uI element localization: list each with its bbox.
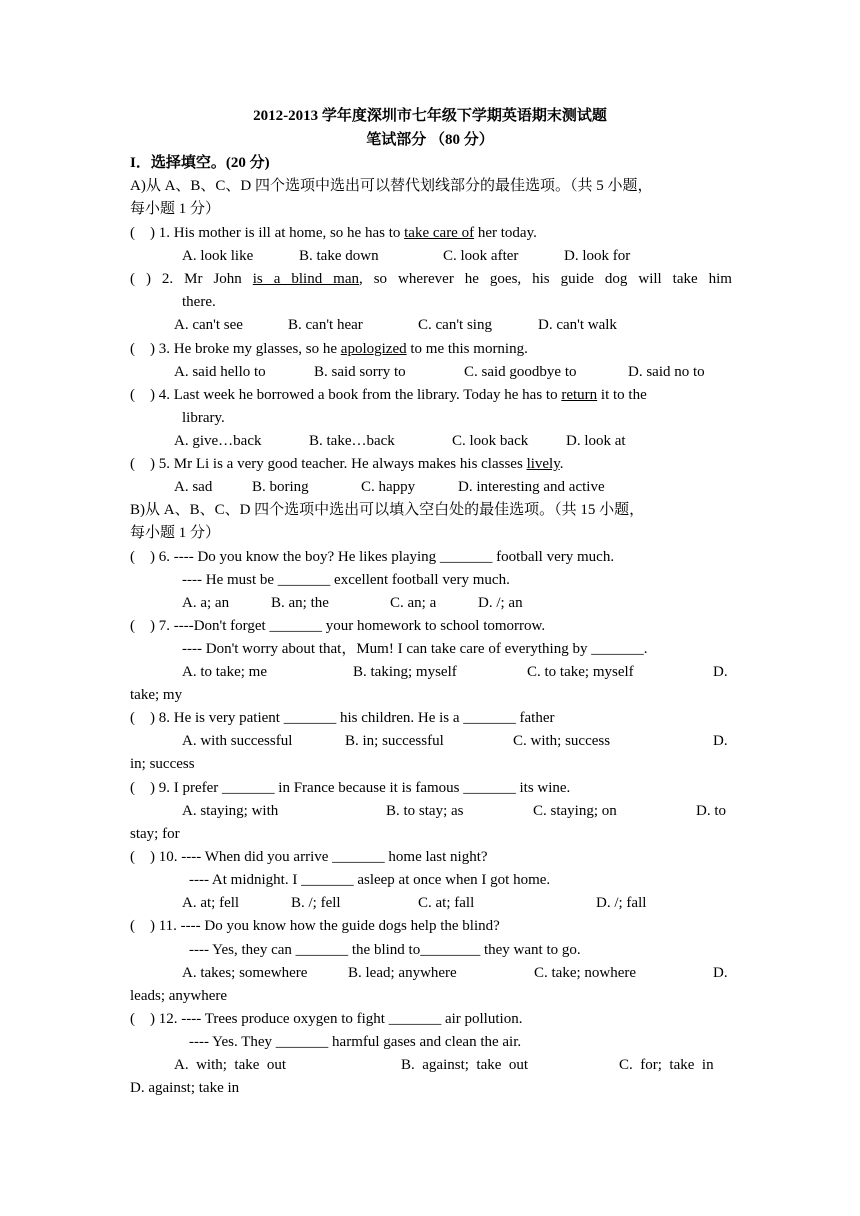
question-2-option-d: D. can't walk xyxy=(538,317,617,333)
question-10-reply: ---- At midnight. I _______ asleep at once when I got home. xyxy=(189,872,551,888)
question-6: ( ) 6. ---- Do you know the boy? He likes playing _______ football very much. xyxy=(130,549,615,565)
question-8-option-d-cont: in; success xyxy=(130,756,195,772)
question-12-option-c: C. for; take in xyxy=(619,1057,714,1073)
question-5-option-d: D. interesting and active xyxy=(458,479,605,495)
part-a-instruction-cont: 每小题 1 分） xyxy=(130,201,221,217)
question-2-cont: there. xyxy=(182,294,216,310)
question-11-option-d: D. xyxy=(713,965,728,981)
question-11-option-d-cont: leads; anywhere xyxy=(130,988,228,1004)
question-12: ( ) 12. ---- Trees produce oxygen to fight _______ air pollution. xyxy=(130,1011,523,1027)
question-6-option-b: B. an; the xyxy=(271,595,329,611)
question-4-option-b: B. take…back xyxy=(309,433,395,449)
question-9-option-b: B. to stay; as xyxy=(386,803,464,819)
question-4-cont: library. xyxy=(182,410,225,426)
question-8: ( ) 8. He is very patient _______ his children. He is a _______ father xyxy=(130,710,555,726)
question-1-option-a: A. look like xyxy=(182,248,254,264)
part-b-instruction: B)从 A、B、C、D 四个选项中选出可以填入空白处的最佳选项。（共 15 小题， xyxy=(130,502,645,518)
question-7-reply: ---- Don't worry about that，Mum! I can take care of everything by _______. xyxy=(182,641,648,657)
question-2-option-b: B. can't hear xyxy=(288,317,363,333)
question-4-option-d: D. look at xyxy=(566,433,626,449)
question-3-option-b: B. said sorry to xyxy=(314,364,406,380)
question-11-option-b: B. lead; anywhere xyxy=(348,965,457,981)
question-12-option-a: A. with; take out xyxy=(174,1057,287,1073)
question-4-option-a: A. give…back xyxy=(174,433,262,449)
question-2-option-a: A. can't see xyxy=(174,317,243,333)
underlined-phrase: take care of xyxy=(404,225,475,241)
section-heading: I．选择填空。(20 分) xyxy=(130,155,270,171)
question-6-option-a: A. a; an xyxy=(182,595,230,611)
question-12-option-b: B. against; take out xyxy=(401,1057,529,1073)
question-1-option-b: B. take down xyxy=(299,248,379,264)
question-8-option-a: A. with successful xyxy=(182,733,293,749)
question-2: ( ) 2. Mr John is a blind man, so wherever he goes, his guide dog will take him xyxy=(130,271,732,287)
question-5-option-b: B. boring xyxy=(252,479,309,495)
question-10-option-d: D. /; fall xyxy=(596,895,647,911)
underlined-phrase: lively xyxy=(526,456,560,472)
question-1: ( ) 1. His mother is ill at home, so he has to take care of her today. xyxy=(130,225,537,241)
underlined-phrase: return xyxy=(561,387,598,403)
question-8-option-d: D. xyxy=(713,733,728,749)
question-9-option-a: A. staying; with xyxy=(182,803,279,819)
question-10: ( ) 10. ---- When did you arrive _______ home last night? xyxy=(130,849,488,865)
question-9-option-d: D. to xyxy=(696,803,726,819)
question-9: ( ) 9. I prefer _______ in France because it is famous _______ its wine. xyxy=(130,780,571,796)
question-4: ( ) 4. Last week he borrowed a book from the library. Today he has to return it to the xyxy=(130,387,647,403)
question-6-reply: ---- He must be _______ excellent football very much. xyxy=(182,572,510,588)
question-11-reply: ---- Yes, they can _______ the blind to________ they want to go. xyxy=(189,942,581,958)
underlined-phrase: apologized xyxy=(340,341,407,357)
question-12-option-d: D. against; take in xyxy=(130,1080,240,1096)
question-3-option-c: C. said goodbye to xyxy=(464,364,577,380)
question-11-option-c: C. take; nowhere xyxy=(534,965,637,981)
question-7-option-d: D. xyxy=(713,664,728,680)
question-12-reply: ---- Yes. They _______ harmful gases and clean the air. xyxy=(189,1034,522,1050)
question-7-option-c: C. to take; myself xyxy=(527,664,634,680)
question-3: ( ) 3. He broke my glasses, so he apologized to me this morning. xyxy=(130,341,528,357)
question-10-option-c: C. at; fall xyxy=(418,895,475,911)
question-8-option-b: B. in; successful xyxy=(345,733,444,749)
question-11: ( ) 11. ---- Do you know how the guide dogs help the blind? xyxy=(130,918,500,934)
question-6-option-c: C. an; a xyxy=(390,595,437,611)
question-1-option-d: D. look for xyxy=(564,248,631,264)
question-3-option-a: A. said hello to xyxy=(174,364,266,380)
underlined-phrase: is a blind man xyxy=(252,271,359,287)
question-8-option-c: C. with; success xyxy=(513,733,611,749)
question-3-option-d: D. said no to xyxy=(628,364,705,380)
question-10-option-b: B. /; fell xyxy=(291,895,341,911)
document-subtitle: 笔试部分 （80 分） xyxy=(366,132,494,148)
question-9-option-d-cont: stay; for xyxy=(130,826,180,842)
question-5: ( ) 5. Mr Li is a very good teacher. He always makes his classes lively. xyxy=(130,456,564,472)
part-a-instruction: A)从 A、B、C、D 四个选项中选出可以替代划线部分的最佳选项。（共 5 小题， xyxy=(130,178,653,194)
question-7-option-d-cont: take; my xyxy=(130,687,183,703)
question-7-option-a: A. to take; me xyxy=(182,664,267,680)
question-2-option-c: C. can't sing xyxy=(418,317,492,333)
question-11-option-a: A. takes; somewhere xyxy=(182,965,308,981)
question-10-option-a: A. at; fell xyxy=(182,895,240,911)
question-7: ( ) 7. ----Don't forget _______ your homework to school tomorrow. xyxy=(130,618,546,634)
question-4-option-c: C. look back xyxy=(452,433,529,449)
question-9-option-c: C. staying; on xyxy=(533,803,617,819)
question-5-option-a: A. sad xyxy=(174,479,213,495)
document-title: 2012-2013 学年度深圳市七年级下学期英语期末测试题 xyxy=(253,108,607,124)
question-6-option-d: D. /; an xyxy=(478,595,523,611)
question-1-option-c: C. look after xyxy=(443,248,519,264)
part-b-instruction-cont: 每小题 1 分） xyxy=(130,525,221,541)
question-5-option-c: C. happy xyxy=(361,479,416,495)
question-7-option-b: B. taking; myself xyxy=(353,664,457,680)
